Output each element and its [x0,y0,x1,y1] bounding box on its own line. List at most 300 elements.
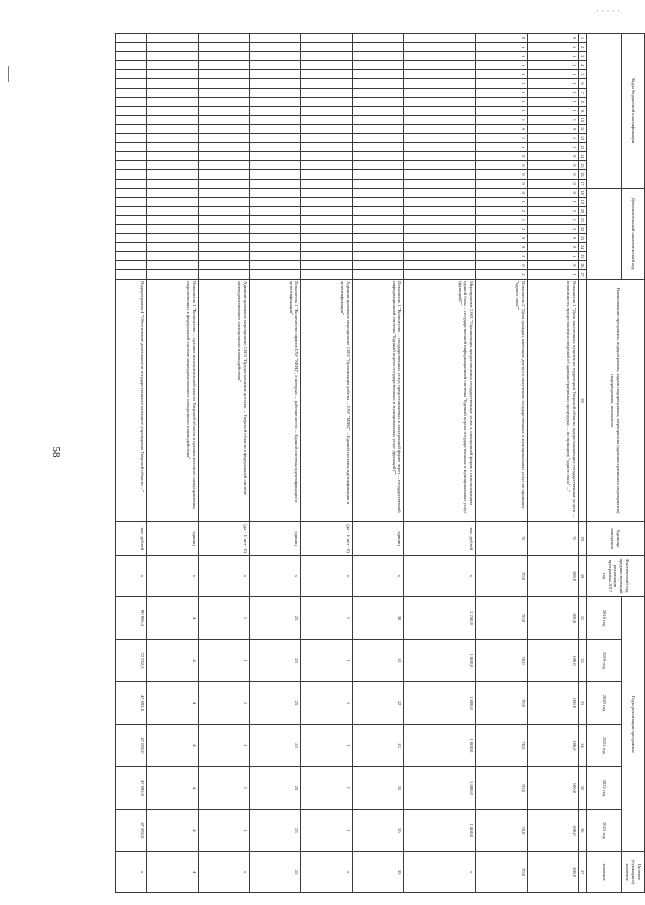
code-cell [301,97,352,106]
column-number: 36 [579,809,587,852]
code-cell [301,270,352,279]
row-year-value: 4 [147,597,198,639]
code-cell [301,206,352,215]
code-cell [301,215,352,224]
column-number: 37 [579,852,587,893]
code-cell: 0 [527,261,578,270]
code-cell [147,170,198,179]
header-additional-subcols [587,188,622,279]
code-cell [404,143,476,152]
code-cell [249,143,300,152]
row-name: Административное мероприятие 2.002 "Организация работы ... ГАУ "МФЦ" ... Единой системы идентификации и аутентификации" [301,279,352,522]
code-cell [404,224,476,233]
code-cell [301,34,352,43]
row-year-value: 1 [301,724,352,766]
code-cell [404,70,476,79]
row-year-value: 1 [198,597,249,639]
row-target: х [198,852,249,893]
code-cell [352,152,403,161]
code-cell [404,43,476,52]
column-number: 1 [579,34,587,43]
code-cell [352,261,403,270]
row-year-value: 100,0 [527,682,578,724]
rotated-table-frame [115,33,645,893]
code-cell [116,197,147,206]
column-number: 17 [579,179,587,188]
row-year-value: 4 [147,809,198,852]
code-cell [352,124,403,133]
table-row [476,34,527,893]
code-cell [249,161,300,170]
code-cell [147,161,198,170]
code-cell [301,43,352,52]
code-cell [198,88,249,97]
row-year-value: 1 [301,639,352,681]
column-number: 5 [579,70,587,79]
row-unit: тыс. рублей [116,522,147,555]
code-cell: 0 [476,179,527,188]
code-cell: 0 [527,188,578,197]
code-cell [404,179,476,188]
code-cell [198,261,249,270]
code-cell: 1 [476,61,527,70]
column-number: 9 [579,106,587,115]
column-number: 7 [579,88,587,97]
code-cell [249,79,300,88]
code-cell [404,61,476,70]
column-number: 22 [579,224,587,233]
code-cell [352,234,403,243]
header-year-2022: 2022 год [587,767,622,809]
code-cell [147,152,198,161]
code-cell: 1 [527,43,578,52]
code-cell [404,170,476,179]
code-cell [116,61,147,70]
header-year-2021: 2021 год [587,724,622,766]
code-cell [116,243,147,252]
code-cell [198,270,249,279]
code-cell [352,215,403,224]
code-cell [301,252,352,261]
code-cell [147,79,198,88]
code-cell [249,261,300,270]
column-number: 2 [579,43,587,52]
row-name: Административное мероприятие 2.003 "Предоставление доступа ... Тверской области к федеральной системе межведомственного электронного взаимодействия" [198,279,249,522]
code-cell [249,206,300,215]
column-number: 13 [579,143,587,152]
column-number: 16 [579,170,587,179]
code-cell [404,97,476,106]
code-cell [116,152,147,161]
row-fact: х [404,555,476,596]
code-cell: 1 [476,215,527,224]
row-name: Подпрограмма 4 "Обеспечение деятельности государственного казенного учреждения Тверской области ..." [116,279,147,522]
header-year-2023: 2023 год [587,809,622,852]
code-cell [198,43,249,52]
column-number: 8 [579,97,587,106]
code-cell [352,115,403,124]
code-cell: 1 [527,270,578,279]
code-cell [404,261,476,270]
code-cell [249,43,300,52]
code-cell [404,188,476,197]
code-cell: 2 [527,224,578,233]
code-cell [116,134,147,143]
code-cell [404,243,476,252]
code-cell [352,143,403,152]
code-cell: 0 [476,152,527,161]
code-cell [301,152,352,161]
column-number: 4 [579,61,587,70]
code-cell [301,106,352,115]
column-number: 21 [579,215,587,224]
row-year-value: 4 [147,639,198,681]
column-number: 14 [579,152,587,161]
code-cell: 1 [476,106,527,115]
code-cell [249,88,300,97]
row-target: 70,0 [476,852,527,893]
code-cell [352,197,403,206]
table-row [404,34,476,893]
code-cell [198,143,249,152]
column-number: 11 [579,124,587,133]
code-cell [404,124,476,133]
code-cell [147,243,198,252]
code-cell: 1 [527,52,578,61]
code-cell [147,97,198,106]
header-name: Наименование программы, подпрограммы, задачи подпрограммы, мероприятия (административного мероприятия) подпрограммы, показателя [587,279,645,522]
code-cell: 1 [476,115,527,124]
row-unit: (да - 1/ нет - 0) [198,522,249,555]
code-cell: 2 [476,252,527,261]
code-cell: 1 [476,88,527,97]
column-number-row [579,34,587,893]
code-cell [301,224,352,233]
row-year-value: 1 [198,809,249,852]
row-fact: 100,0 [527,555,578,596]
row-fact: х [116,555,147,596]
row-fact: 70,0 [476,555,527,596]
code-cell [249,106,300,115]
code-cell [301,79,352,88]
table-row [249,34,300,893]
code-cell [352,270,403,279]
code-cell: 0 [527,124,578,133]
column-number: 19 [579,197,587,206]
row-year-value: 25 [249,597,300,639]
row-target: 35 [352,852,403,893]
code-cell [352,106,403,115]
code-cell [116,215,147,224]
header-year-2020: 2020 год [587,682,622,724]
code-cell [301,70,352,79]
row-year-value: 1 800,0 [404,639,476,681]
code-cell [301,134,352,143]
code-cell [249,134,300,143]
code-cell [147,224,198,233]
column-number: 15 [579,161,587,170]
code-cell [404,52,476,61]
code-cell [249,179,300,188]
code-cell [116,70,147,79]
header-budget-subcols [587,34,622,189]
code-cell [404,34,476,43]
header-year-2018: 2018 год [587,597,622,639]
row-year-value: 1 [198,639,249,681]
code-cell [198,152,249,161]
code-cell [404,79,476,88]
code-cell [301,234,352,243]
code-cell: 1 [527,70,578,79]
code-cell [147,143,198,152]
row-year-value: 1 [198,767,249,809]
code-cell: 0 [476,234,527,243]
row-year-value: 25 [249,639,300,681]
row-target: х [116,852,147,893]
code-cell [301,261,352,270]
row-target: 100,0 [527,852,578,893]
table-row [527,34,578,893]
code-cell [116,34,147,43]
code-cell [147,179,198,188]
code-cell: 0 [527,170,578,179]
code-cell [147,197,198,206]
row-year-value: 47 692,0 [116,682,147,724]
column-number: 32 [579,639,587,681]
code-cell [352,179,403,188]
code-cell [198,197,249,206]
code-cell [249,152,300,161]
code-cell [147,270,198,279]
row-year-value: 100,0 [527,597,578,639]
code-cell: 1 [527,61,578,70]
row-year-value: 100,0 [527,809,578,852]
code-cell [249,224,300,233]
code-cell: 0 [527,243,578,252]
code-cell [352,206,403,215]
code-cell [404,152,476,161]
code-cell [116,170,147,179]
code-cell [198,34,249,43]
code-cell [147,234,198,243]
code-cell [147,252,198,261]
code-cell: 0 [527,161,578,170]
code-cell [404,252,476,261]
code-cell [198,79,249,88]
code-cell [198,52,249,61]
code-cell [198,215,249,224]
code-cell [301,197,352,206]
code-cell [116,97,147,106]
code-cell: 1 [476,70,527,79]
page-number: 58 [50,446,62,458]
code-cell: 1 [476,43,527,52]
header-target: Целевое (суммарное) значение [622,852,645,893]
row-year-value: 35 [352,809,403,852]
table-row [147,34,198,893]
code-cell [198,70,249,79]
code-cell [404,215,476,224]
code-cell [147,43,198,52]
column-number: 3 [579,52,587,61]
row-year-value: 100,0 [527,724,578,766]
column-number: 29 [579,522,587,555]
row-year-value: 25 [249,767,300,809]
code-cell [352,243,403,252]
row-year-value: 25 [249,809,300,852]
code-cell: 0 [527,179,578,188]
code-cell [404,206,476,215]
row-unit: % [527,522,578,555]
code-cell [198,252,249,261]
code-cell [147,52,198,61]
code-cell [352,97,403,106]
code-cell [116,124,147,133]
code-cell: 0 [476,34,527,43]
code-cell [116,188,147,197]
code-cell [352,43,403,52]
row-year-value: 47 692,0 [116,767,147,809]
row-fact: х [301,555,352,596]
row-fact: х [198,555,249,596]
code-cell [116,234,147,243]
row-fact: х [147,555,198,596]
code-cell [147,215,198,224]
column-number: 20 [579,206,587,215]
code-cell [352,134,403,143]
corner-mark: · · · · · [596,6,620,16]
code-cell [116,179,147,188]
code-cell: 1 [476,134,527,143]
code-cell [198,124,249,133]
column-number: 26 [579,261,587,270]
code-cell: 1 [527,79,578,88]
code-cell [116,270,147,279]
code-cell: 1 [476,97,527,106]
row-year-value: 1 [301,767,352,809]
row-year-value: 33 [352,767,403,809]
code-cell [116,261,147,270]
column-number: 6 [579,79,587,88]
code-cell: 1 [527,143,578,152]
row-unit: тыс. рублей [404,522,476,555]
row-year-value: 30 [352,597,403,639]
row-year-value: 1 [301,597,352,639]
row-year-value: 25 [249,682,300,724]
column-number: 34 [579,724,587,766]
code-cell [147,124,198,133]
row-fact: х [249,555,300,596]
code-cell [198,61,249,70]
row-year-value: 32 [352,724,403,766]
code-cell [198,206,249,215]
row-year-value: 100,0 [527,639,578,681]
code-cell: 0 [476,170,527,179]
code-cell: 0 [476,188,527,197]
code-cell [249,97,300,106]
row-year-value: 90 956,3 [116,597,147,639]
row-target: х [404,852,476,893]
row-year-value: 1 [198,682,249,724]
row-year-value: 1 800,0 [404,724,476,766]
code-cell [352,88,403,97]
table-row [198,34,249,893]
code-cell [198,234,249,243]
row-year-value: 1 [198,724,249,766]
column-number: 35 [579,767,587,809]
code-cell [404,115,476,124]
code-cell [147,34,198,43]
code-cell [116,206,147,215]
code-cell [198,97,249,106]
code-cell [249,70,300,79]
code-cell: 1 [476,52,527,61]
code-cell [198,134,249,143]
code-cell [147,115,198,124]
code-cell [147,88,198,97]
code-cell [352,61,403,70]
header-unit: Единица измерения [587,522,645,555]
row-unit: единиц [352,522,403,555]
code-cell [249,252,300,261]
column-number: 24 [579,243,587,252]
code-cell: 0 [476,261,527,270]
row-year-value: 1 800,0 [404,809,476,852]
code-cell [301,188,352,197]
code-cell [404,270,476,279]
row-target: 25 [249,852,300,893]
code-cell: 2 [527,206,578,215]
code-cell [301,170,352,179]
code-cell [198,243,249,252]
code-cell [352,52,403,61]
code-cell [147,61,198,70]
column-number: 10 [579,115,587,124]
row-year-value: 72 762,5 [116,639,147,681]
code-cell [147,206,198,215]
code-cell [301,143,352,152]
code-cell: 1 [527,106,578,115]
row-year-value: 1 800,0 [404,767,476,809]
landscape-sheet [115,33,645,893]
code-cell [116,106,147,115]
code-cell [116,143,147,152]
code-cell [249,115,300,124]
code-cell [249,234,300,243]
code-cell [301,61,352,70]
code-cell [198,115,249,124]
code-cell [301,115,352,124]
row-year-value: 32 [352,682,403,724]
code-cell [249,61,300,70]
column-number: 31 [579,597,587,639]
row-year-value: 4 [147,682,198,724]
row-name: Мероприятие 2.001 "Организация предоставления государственных услуг в электронной форме с использованием единой базы ... государственной информационной системы "Единый портал государственных и муниципальных услуг (функций)"" [404,279,476,522]
header-target-value: значение [587,852,622,893]
code-cell [198,179,249,188]
table-row [116,34,147,893]
code-cell [198,170,249,179]
row-year-value: 25 [249,724,300,766]
row-fact: х [352,555,403,596]
row-unit: единиц [249,522,300,555]
row-year-value: 47 692,0 [116,724,147,766]
row-unit: % [476,522,527,555]
code-cell [198,224,249,233]
code-cell [116,161,147,170]
row-year-value: 70,0 [476,639,527,681]
code-cell: 0 [476,243,527,252]
